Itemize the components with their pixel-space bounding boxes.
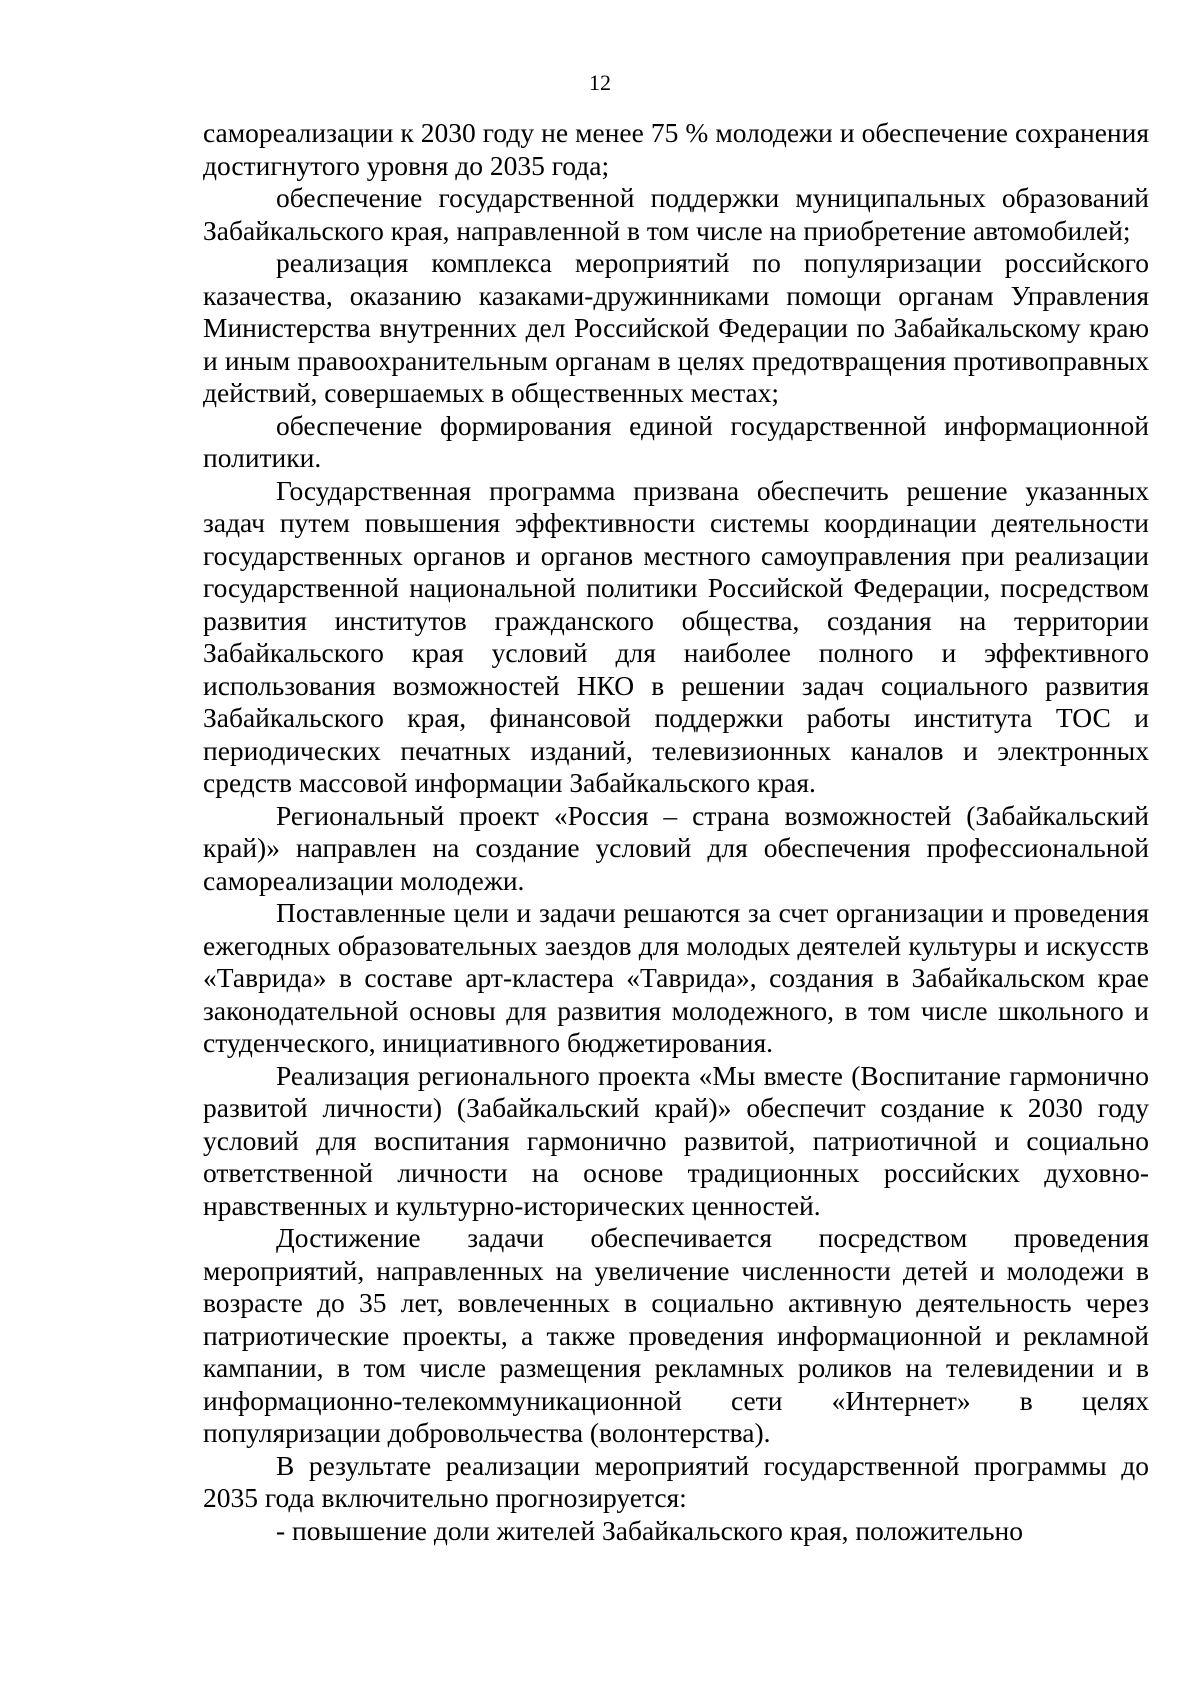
paragraph: обеспечение государственной поддержки муниципальных образований Забайкальского края, направленной в том числе на приобретение автомобилей;	[203, 182, 1149, 246]
paragraph: Государственная программа призвана обеспечить решение указанных задач путем повышения эффективности системы координации деятельности государственных органов и органов местного самоуправления при реализации государственной национальной политики Российской Федерации, посредством развития институтов гражданского общества, создания на территории Забайкальского края условий для наиболее полного и эффективного использования возможностей НКО в решении задач социального развития Забайкальского края, финансовой поддержки работы института ТОС и периодических печатных изданий, телевизионных каналов и электронных средств массовой информации Забайкальского края.	[203, 474, 1149, 798]
paragraph: самореализации к 2030 году не менее 75 % молодежи и обеспечение сохранения достигнутого уровня до 2035 года;	[203, 117, 1149, 181]
paragraph: - повышение доли жителей Забайкальского края, положительно	[276, 1514, 1023, 1546]
page-number: 12	[589, 70, 611, 95]
paragraph: Достижение задачи обеспечивается посредством проведения мероприятий, направленных на увеличение численности детей и молодежи в возрасте до 35 лет, вовлеченных в социально активную деятельность через патриотические проекты, а также проведения информационной и рекламной кампании, в том числе размещения рекламных роликов на телевидении и в информационно-телекоммуникационной сети «Интернет» в целях популяризации добровольчества (волонтерства).	[203, 1222, 1149, 1448]
paragraph: обеспечение формирования единой государственной информационной политики.	[203, 409, 1149, 473]
paragraph: В результате реализации мероприятий государственной программы до 2035 года включительно прогнозируется:	[203, 1449, 1149, 1513]
paragraph: Поставленные цели и задачи решаются за счет организации и проведения ежегодных образовательных заездов для молодых деятелей культуры и искусств «Таврида» в составе арт-кластера «Таврида», создания в Забайкальском крае законодательной основы для развития молодежного, в том числе школьного и студенческого, инициативного бюджетирования.	[203, 897, 1149, 1058]
document-body	[203, 117, 1149, 1547]
paragraph: Региональный проект «Россия – страна возможностей (Забайкальский край)» направлен на создание условий для обеспечения профессиональной самореализации молодежи.	[203, 799, 1149, 896]
paragraph: реализация комплекса мероприятий по популяризации российского казачества, оказанию казаками-дружинниками помощи органам Управления Министерства внутренних дел Российской Федерации по Забайкальскому краю и иным правоохранительным органам в целях предотвращения противоправных действий, совершаемых в общественных местах;	[203, 247, 1149, 408]
paragraph: Реализация регионального проекта «Мы вместе (Воспитание гармонично развитой личности) (Забайкальский край)» обеспечит создание к 2030 году условий для воспитания гармонично развитой, патриотичной и социально ответственной личности на основе традиционных российских духовно-нравственных и культурно-исторических ценностей.	[203, 1059, 1149, 1221]
